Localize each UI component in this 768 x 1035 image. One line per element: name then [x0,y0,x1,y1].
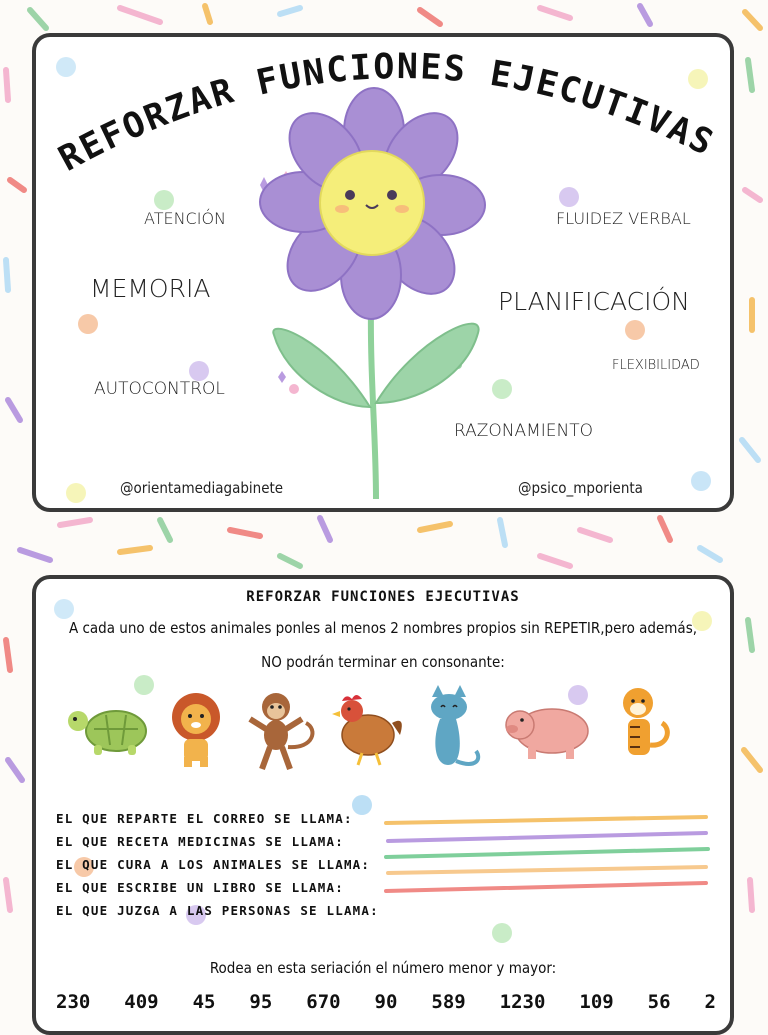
lion-icon [172,693,220,767]
cat-icon [431,685,478,765]
skill-planificacion: PLANIFICACIÓN [498,287,690,316]
question-2: EL QUE RECETA MEDICINAS SE LLAMA: [56,834,344,849]
series-number[interactable]: 589 [431,991,466,1013]
answer-line-5[interactable] [386,883,706,891]
answer-lines [376,809,716,899]
question-5: EL QUE JUZGA A LAS PERSONAS SE LLAMA: [56,903,379,918]
skill-memoria: MEMORIA [90,274,211,303]
hen-icon [332,695,402,765]
pig-icon [506,709,588,759]
answer-line-3[interactable] [386,849,708,857]
worksheet-title: REFORZAR FUNCIONES EJECUTIVAS [246,589,520,605]
series-number[interactable]: 95 [249,991,273,1013]
series-instruction: Rodea en esta seriación el número menor y mayor: [209,959,557,977]
answer-line-2[interactable] [388,833,706,841]
series-number[interactable]: 230 [56,991,91,1013]
skill-flexibilidad: FLEXIBILIDAD [612,358,700,373]
skill-fluidez-verbal: FLUIDEZ VERBAL [556,209,691,228]
flower-illustration [256,87,496,507]
cover-title: REFORZAR FUNCIONES EJECUTIVAS [52,46,721,180]
series-number[interactable]: 1230 [499,991,546,1013]
series-number[interactable]: 109 [579,991,614,1013]
series-number[interactable]: 670 [306,991,341,1013]
animals-row [36,679,734,779]
handle-left: @orientamediagabinete [120,479,284,497]
series-number[interactable]: 56 [647,991,671,1013]
question-1: EL QUE REPARTE EL CORREO SE LLAMA: [56,811,353,826]
worksheet-card [32,575,734,1035]
handle-right: @psico_mporienta [518,479,643,497]
question-3: EL QUE CURA A LOS ANIMALES SE LLAMA: [56,857,371,872]
instruction-line-1: A cada uno de estos animales ponles al menos 2 nombres propios sin REPETIR,pero además, [68,619,698,637]
skill-autocontrol: AUTOCONTROL [94,379,225,399]
series-number[interactable]: 45 [192,991,216,1013]
monkey-icon [250,693,312,769]
question-4: EL QUE ESCRIBE UN LIBRO SE LLAMA: [56,880,344,895]
instruction-line-2: NO podrán terminar en consonante: [261,653,505,671]
skill-razonamiento: RAZONAMIENTO [454,421,594,441]
skill-atencion: ATENCIÓN [144,209,227,228]
series-number[interactable]: 409 [124,991,159,1013]
cover-card [32,33,734,512]
answer-line-4[interactable] [388,867,706,873]
series-number[interactable]: 2 [704,991,716,1013]
tiger-icon [623,688,667,755]
number-series [56,991,716,1013]
turtle-icon [68,711,146,755]
answer-line-1[interactable] [386,817,706,823]
series-number[interactable]: 90 [374,991,398,1013]
